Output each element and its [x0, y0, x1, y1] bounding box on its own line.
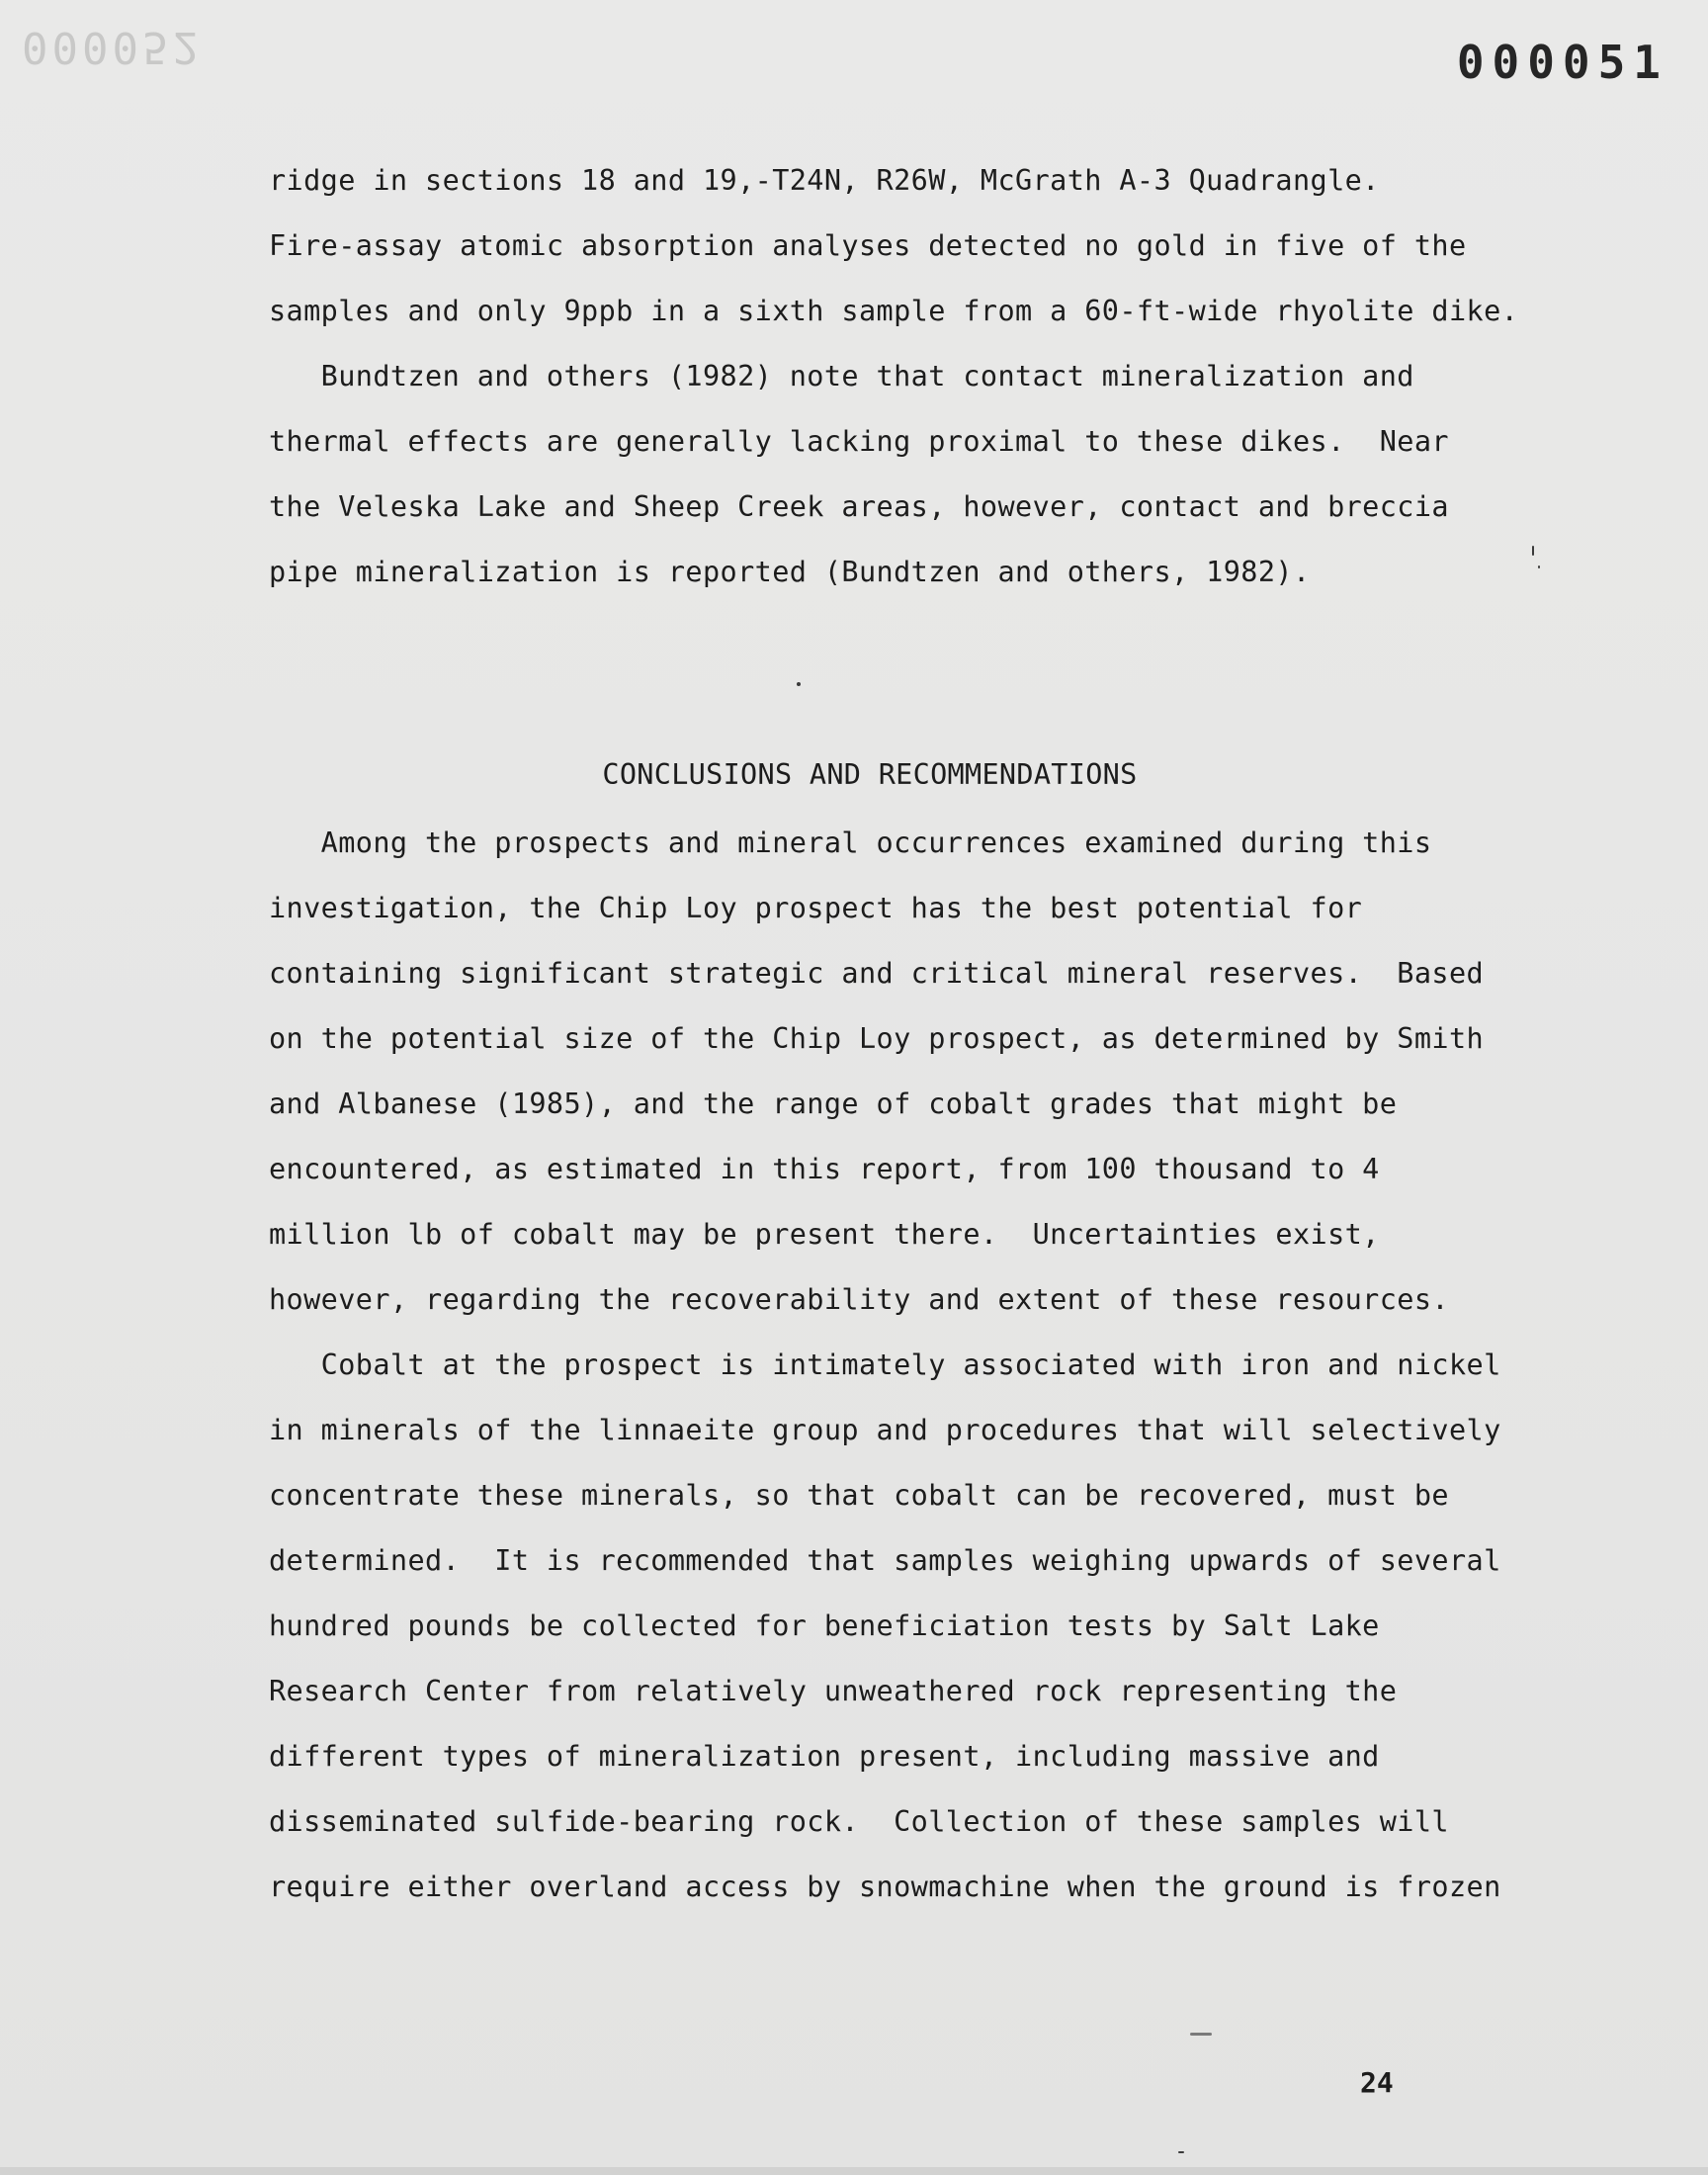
- text-line: different types of mineralization present, including massive and: [269, 1740, 1380, 1773]
- text-line: pipe mineralization is reported (Bundtzen and others, 1982).: [269, 556, 1311, 588]
- text-line: Fire-assay atomic absorption analyses detected no gold in five of the: [269, 229, 1467, 262]
- scan-speck: [1538, 566, 1540, 568]
- scan-speck: [797, 682, 801, 686]
- scan-speck: [1532, 546, 1534, 556]
- text-line: Bundtzen and others (1982) note that contact mineralization and: [269, 360, 1414, 392]
- scan-bottom-edge: [0, 2167, 1708, 2175]
- text-line: however, regarding the recoverability and extent of these resources.: [269, 1283, 1449, 1316]
- text-line: million lb of cobalt may be present there. Uncertainties exist,: [269, 1218, 1380, 1251]
- text-line: containing significant strategic and critical mineral reserves. Based: [269, 957, 1485, 990]
- text-line: thermal effects are generally lacking proximal to these dikes. Near: [269, 425, 1449, 458]
- scan-speck: [1190, 2033, 1212, 2036]
- scan-speck: [1178, 2151, 1184, 2153]
- section-heading: [0, 755, 1708, 795]
- text-line: investigation, the Chip Loy prospect has the best potential for: [269, 892, 1363, 924]
- text-line: on the potential size of the Chip Loy prospect, as determined by Smith: [269, 1022, 1485, 1055]
- section-heading-text: CONCLUSIONS AND RECOMMENDATIONS: [602, 758, 1138, 791]
- text-line: encountered, as estimated in this report, from 100 thousand to 4: [269, 1153, 1380, 1185]
- page-number: 24: [1360, 2066, 1394, 2099]
- mirrored-bates-stamp: 000052: [22, 22, 203, 72]
- text-line: Cobalt at the prospect is intimately associated with iron and nickel: [269, 1348, 1501, 1381]
- text-line: require either overland access by snowmachine when the ground is frozen: [269, 1870, 1501, 1903]
- text-line: the Veleska Lake and Sheep Creek areas, however, contact and breccia: [269, 490, 1449, 523]
- text-line: hundred pounds be collected for beneficiation tests by Salt Lake: [269, 1610, 1380, 1642]
- text-line: and Albanese (1985), and the range of cobalt grades that might be: [269, 1088, 1398, 1120]
- text-line: samples and only 9ppb in a sixth sample from a 60-ft-wide rhyolite dike.: [269, 295, 1519, 327]
- text-line: disseminated sulfide-bearing rock. Collection of these samples will: [269, 1805, 1449, 1838]
- body-text-conclusions: [269, 811, 1504, 1920]
- text-line: Among the prospects and mineral occurrences examined during this: [269, 826, 1432, 859]
- text-line: concentrate these minerals, so that cobalt can be recovered, must be: [269, 1479, 1449, 1512]
- bates-number-stamp: 000051: [1456, 36, 1668, 89]
- body-text-top: [269, 148, 1519, 605]
- text-line: ridge in sections 18 and 19,-T24N, R26W, McGrath A-3 Quadrangle.: [269, 164, 1380, 197]
- text-line: Research Center from relatively unweathered rock representing the: [269, 1675, 1398, 1707]
- text-line: determined. It is recommended that samples weighing upwards of several: [269, 1544, 1501, 1577]
- text-line: in minerals of the linnaeite group and procedures that will selectively: [269, 1414, 1501, 1446]
